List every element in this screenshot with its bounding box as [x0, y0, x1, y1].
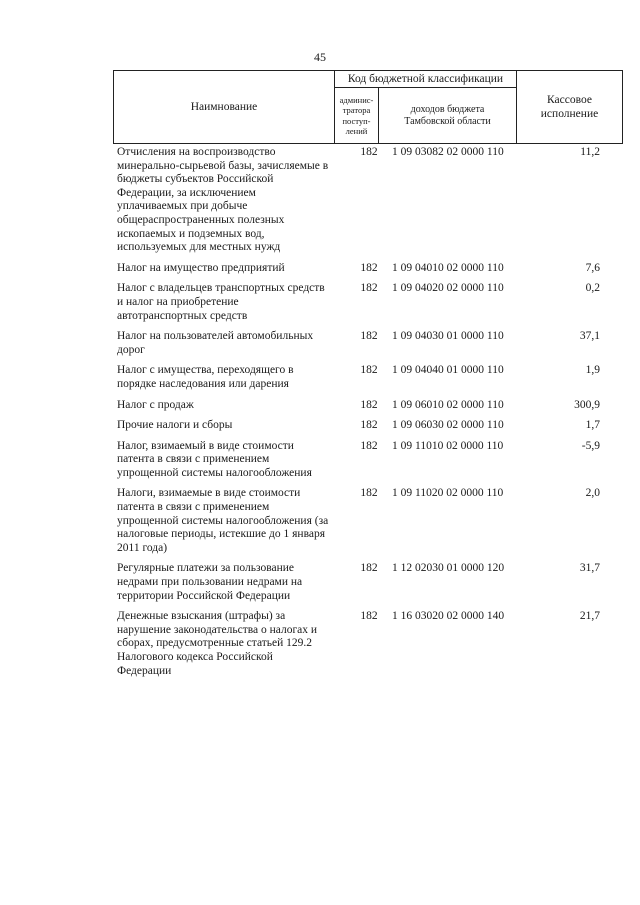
- row-code: 1 09 04040 01 0000 110: [392, 364, 504, 377]
- row-admin: 182: [360, 364, 378, 377]
- table-row: [117, 562, 600, 603]
- row-value: 7,6: [585, 261, 600, 274]
- row-admin: 182: [360, 146, 378, 158]
- header-income: доходов бюджета Тамбовской области: [378, 87, 517, 144]
- row-code: 1 09 03082 02 0000 110: [392, 146, 504, 158]
- table-row: [117, 419, 600, 433]
- row-value: 1,9: [585, 364, 600, 377]
- row-code: 1 09 04030 01 0000 110: [392, 330, 504, 343]
- row-name: Налог, взимаемый в виде стоимости патента в связи с применением упрощенной системы налогообложения: [117, 439, 312, 479]
- table-row: [117, 610, 600, 678]
- row-admin: 182: [360, 610, 378, 623]
- row-code: 1 16 03020 02 0000 140: [392, 610, 505, 623]
- row-code: 1 09 06010 02 0000 110: [392, 398, 504, 411]
- row-value: 37,1: [579, 330, 600, 343]
- row-value: 0,2: [585, 282, 600, 295]
- table-row: [117, 330, 600, 357]
- row-code: 1 09 04010 02 0000 110: [392, 261, 504, 274]
- table-row: [117, 261, 600, 276]
- row-name: Налог с имущества, переходящего в порядке наследования или дарения: [117, 364, 294, 390]
- row-value: 2,0: [585, 487, 600, 500]
- row-name: Регулярные платежи за пользование недрами при пользовании недрами на территории Российской Федерации: [117, 562, 303, 602]
- row-value: -5,9: [581, 439, 600, 452]
- table-row: [117, 487, 600, 555]
- row-value: 21,7: [579, 610, 600, 623]
- header-admin: админис- тратора поступ- лений: [334, 87, 379, 144]
- header-kass: Кассовое исполнение: [516, 70, 623, 144]
- row-admin: 182: [360, 419, 378, 432]
- row-name: Налог с владельцев транспортных средств и налог на приобретение автотранспортных средств: [117, 282, 325, 322]
- row-code: 1 09 06030 02 0000 110: [392, 419, 504, 432]
- row-name: Налог с продаж: [117, 398, 194, 411]
- row-code: 1 09 11010 02 0000 110: [392, 439, 504, 452]
- row-value: 1,7: [585, 419, 600, 432]
- row-admin: 182: [360, 562, 378, 575]
- row-name: Налоги, взимаемые в виде стоимости патента в связи с применением упрощенной системы налогообложения (за налоговые периоды, истекшие до 1 января 2011 года): [117, 487, 329, 554]
- row-name: Налог на пользователей автомобильных дорог: [117, 330, 314, 356]
- row-admin: 182: [360, 282, 378, 295]
- row-admin: 182: [360, 261, 378, 274]
- table-row: [117, 282, 600, 323]
- table-row: [117, 364, 600, 391]
- row-code: 1 09 04020 02 0000 110: [392, 282, 504, 295]
- row-value: 300,9: [574, 398, 600, 411]
- row-code: 1 12 02030 01 0000 120: [392, 562, 505, 575]
- page-number: 45: [314, 50, 326, 64]
- row-code: 1 09 11020 02 0000 110: [392, 487, 504, 500]
- row-name: Денежные взыскания (штрафы) за нарушение законодательства о налогах и сборах, предусмотренные статьей 129.2 Налогового кодекса Российской Федерации: [117, 610, 318, 677]
- header-code-group: Код бюджетной классификации: [334, 70, 517, 88]
- row-name: Прочие налоги и сборы: [117, 419, 233, 432]
- row-value: 31,7: [579, 562, 600, 575]
- row-admin: 182: [360, 330, 378, 343]
- row-name: Налог на имущество предприятий: [117, 261, 285, 274]
- table-row: [117, 398, 600, 413]
- table-row: [117, 146, 600, 255]
- row-name: Отчисления на воспроизводство минерально-сырьевой базы, зачисляемые в бюджеты субъектов Российской Федерации, за исключением уплачиваемых при добыче общераспространенных полезных ископаемых и подземных вод, используемых для местных нужд: [117, 146, 329, 254]
- row-admin: 182: [360, 398, 378, 411]
- row-admin: 182: [360, 487, 378, 500]
- table-header: [113, 70, 599, 144]
- row-admin: 182: [360, 439, 378, 452]
- row-value: 11,2: [580, 146, 600, 158]
- table-row: [117, 439, 600, 481]
- table-body: [117, 146, 600, 685]
- header-name: Наимнование: [113, 70, 335, 144]
